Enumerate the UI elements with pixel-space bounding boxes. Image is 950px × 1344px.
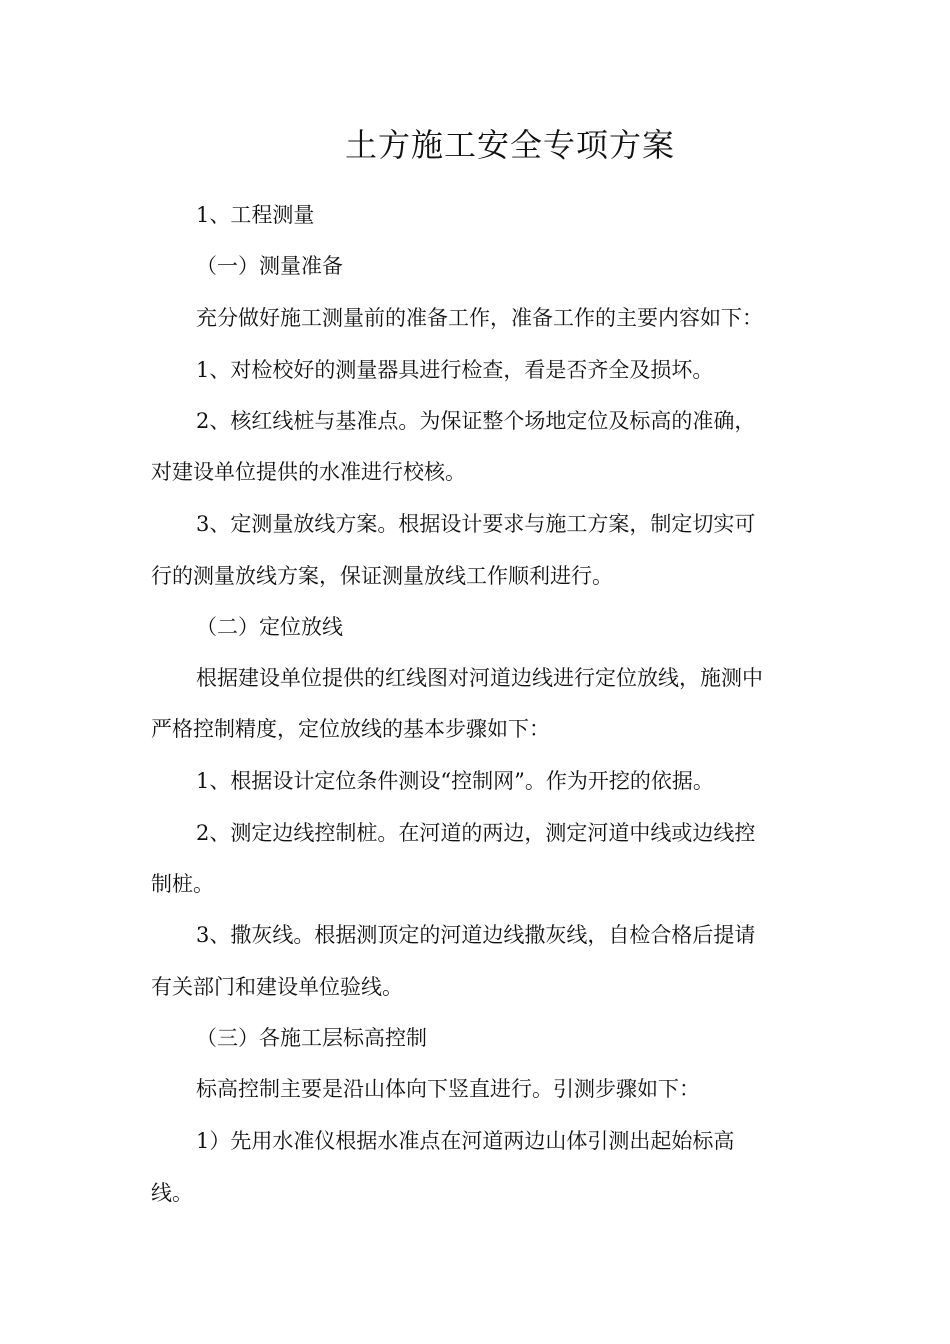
section-heading-survey: 1、工程测量 bbox=[196, 203, 315, 227]
paragraph-line: 2、核红线桩与基准点。为保证整个场地定位及标高的准确， bbox=[196, 409, 756, 433]
paragraph-line: 标高控制主要是沿山体向下竖直进行。引测步骤如下： bbox=[196, 1077, 700, 1101]
subsection-heading-positioning: （二）定位放线 bbox=[196, 615, 343, 639]
subsection-heading-elevation: （三）各施工层标高控制 bbox=[196, 1026, 427, 1050]
paragraph-line: 充分做好施工测量前的准备工作，准备工作的主要内容如下： bbox=[196, 306, 763, 330]
paragraph-line: 3、撒灰线。根据测顶定的河道边线撒灰线，自检合格后提请 bbox=[196, 923, 756, 947]
paragraph-line: 行的测量放线方案，保证测量放线工作顺利进行。 bbox=[151, 564, 613, 588]
paragraph-line: 1、对检校好的测量器具进行检查，看是否齐全及损坏。 bbox=[196, 358, 714, 382]
paragraph-line: 根据建设单位提供的红线图对河道边线进行定位放线，施测中 bbox=[196, 666, 763, 690]
subsection-heading-preparation: （一）测量准备 bbox=[196, 254, 343, 278]
paragraph-line: 有关部门和建设单位验线。 bbox=[151, 975, 403, 999]
paragraph-line: 3、定测量放线方案。根据设计要求与施工方案，制定切实可 bbox=[196, 512, 756, 536]
paragraph-line: 1）先用水准仪根据水准点在河道两边山体引测出起始标高 bbox=[196, 1129, 735, 1153]
document-title: 土方施工安全专项方案 bbox=[344, 126, 675, 164]
paragraph-line: 对建设单位提供的水准进行校核。 bbox=[151, 460, 466, 484]
paragraph-line: 2、测定边线控制桩。在河道的两边，测定河道中线或边线控 bbox=[196, 821, 756, 845]
paragraph-line: 1、根据设计定位条件测设“控制网”。作为开挖的依据。 bbox=[196, 769, 714, 793]
paragraph-line: 线。 bbox=[151, 1181, 193, 1205]
paragraph-line: 严格控制精度，定位放线的基本步骤如下： bbox=[151, 717, 550, 741]
paragraph-line: 制桩。 bbox=[151, 872, 214, 896]
